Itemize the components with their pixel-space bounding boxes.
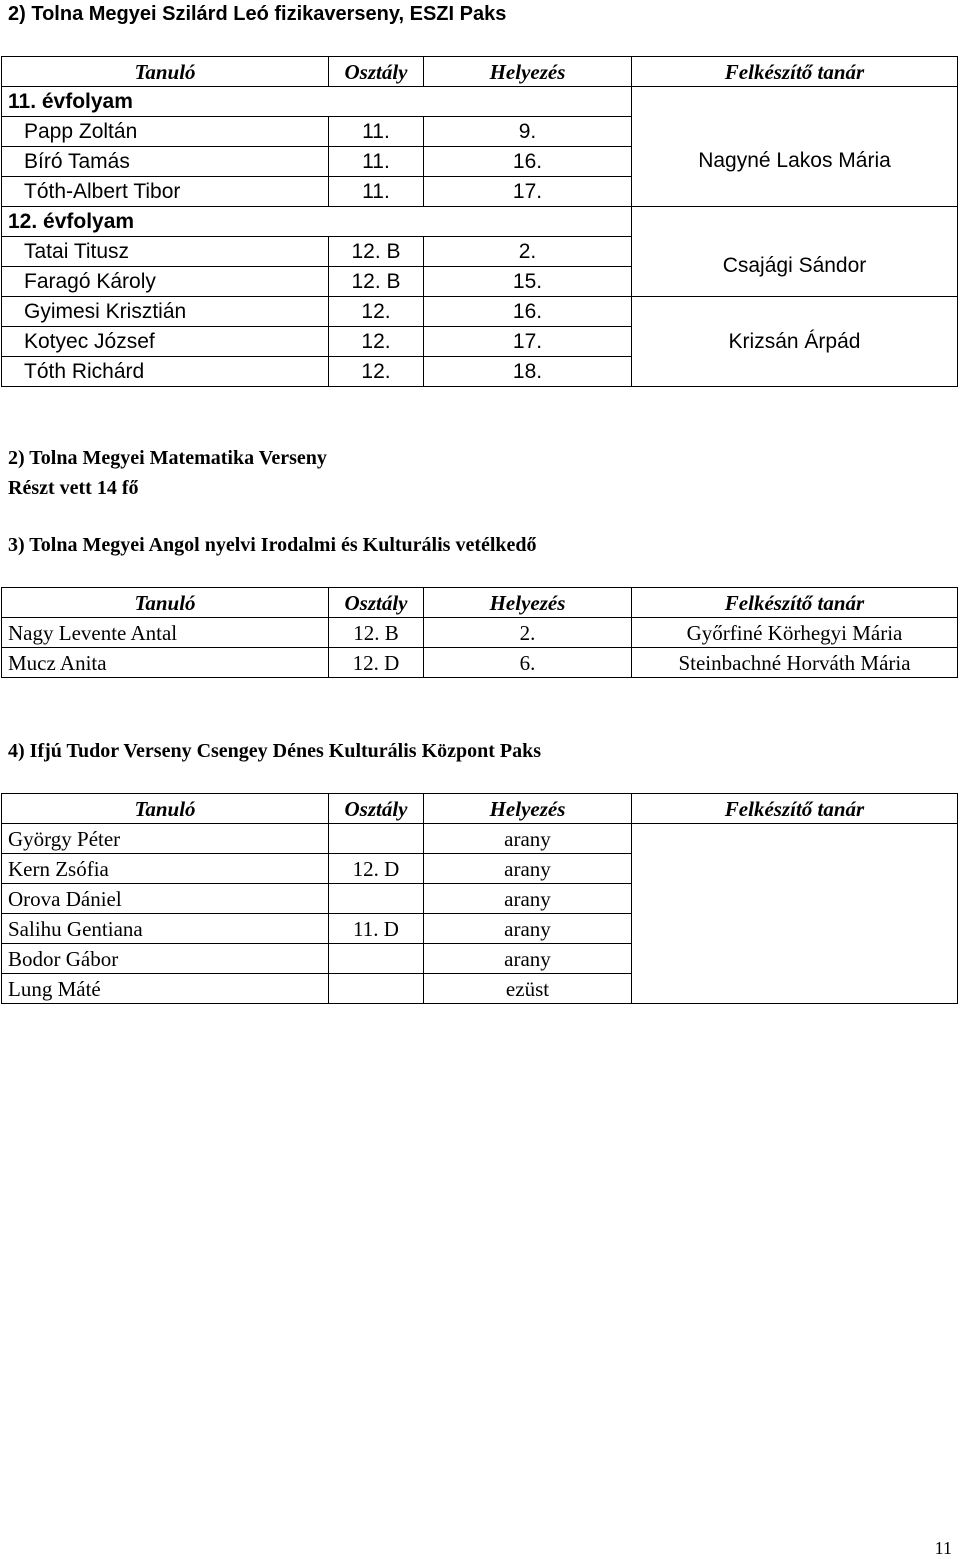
table-row [2,237,958,267]
student-name: Gyimesi Krisztián [2,297,329,327]
student-name: Lung Máté [2,974,329,1004]
section-heading-math: 2) Tolna Megyei Matematika Verseny [8,447,327,469]
student-place: ezüst [424,974,632,1004]
teacher-cell-empty [632,87,958,117]
column-header-student: Tanuló [2,57,329,87]
table-row [2,854,958,884]
student-class: 12. B [329,267,424,297]
teacher-name: Győrfiné Körhegyi Mária [632,618,958,648]
section-heading-english: 3) Tolna Megyei Angol nyelvi Irodalmi és Kulturális vetélkedő [8,534,537,556]
student-class: 11. [329,147,424,177]
column-header-place: Helyezés [424,794,632,824]
column-header-class: Osztály [329,794,424,824]
group-label-11: 11. évfolyam [2,87,632,117]
student-name: Kotyec József [2,327,329,357]
column-header-place: Helyezés [424,57,632,87]
table-header-row [2,794,958,824]
teacher-cell-empty [632,854,958,884]
group-label-12: 12. évfolyam [2,207,632,237]
teacher-cell-empty [632,974,958,1004]
student-place: arany [424,884,632,914]
table-row [2,297,958,327]
column-header-class: Osztály [329,57,424,87]
table-row [2,618,958,648]
student-place: 18. [424,357,632,387]
column-header-teacher: Felkészítő tanár [632,794,958,824]
student-class: 12. B [329,618,424,648]
student-class [329,944,424,974]
physics-results-table [1,56,958,387]
student-name: Mucz Anita [2,648,329,678]
student-name: Orova Dániel [2,884,329,914]
student-place: 2. [424,237,632,267]
group-row-12 [2,207,958,237]
student-class: 11. [329,117,424,147]
section-heading-physics: 2) Tolna Megyei Szilárd Leó fizikaverseny, ESZI Paks [8,3,507,25]
student-class: 11. D [329,914,424,944]
student-name: Tóth Richárd [2,357,329,387]
student-name: Tatai Titusz [2,237,329,267]
student-name: Salihu Gentiana [2,914,329,944]
student-class [329,824,424,854]
group-row-11 [2,87,958,117]
student-class [329,884,424,914]
column-header-teacher: Felkészítő tanár [632,588,958,618]
student-name: Faragó Károly [2,267,329,297]
column-header-class: Osztály [329,588,424,618]
student-class: 12. [329,297,424,327]
teacher-name: Csajági Sándor [632,237,958,297]
teacher-cell-empty [632,884,958,914]
student-place: 16. [424,297,632,327]
table-row [2,117,958,147]
student-name: Tóth-Albert Tibor [2,177,329,207]
student-class: 12. D [329,854,424,884]
teacher-cell-empty [632,914,958,944]
student-name: Bodor Gábor [2,944,329,974]
student-name: Kern Zsófia [2,854,329,884]
student-name: Bíró Tamás [2,147,329,177]
teacher-name: Nagyné Lakos Mária [632,117,958,207]
student-class: 11. [329,177,424,207]
student-place: 17. [424,327,632,357]
section-heading-tudor: 4) Ifjú Tudor Verseny Csengey Dénes Kulturális Központ Paks [8,740,542,762]
tudor-results-table [1,793,958,1004]
table-row [2,648,958,678]
table-row [2,824,958,854]
column-header-place: Helyezés [424,588,632,618]
student-place: 2. [424,618,632,648]
student-class: 12. [329,327,424,357]
student-place: arany [424,914,632,944]
column-header-student: Tanuló [2,794,329,824]
student-class: 12. [329,357,424,387]
student-place: 15. [424,267,632,297]
student-name: György Péter [2,824,329,854]
student-class: 12. B [329,237,424,267]
english-results-table [1,587,958,678]
student-place: 17. [424,177,632,207]
participants-note: Részt vett 14 fő [8,477,139,499]
teacher-cell-empty [632,824,958,854]
student-place: 9. [424,117,632,147]
column-header-student: Tanuló [2,588,329,618]
table-row [2,974,958,1004]
student-place: arany [424,824,632,854]
table-header-row [2,57,958,87]
page-number: 11 [934,1538,952,1558]
column-header-teacher: Felkészítő tanár [632,57,958,87]
teacher-name: Steinbachné Horváth Mária [632,648,958,678]
student-place: arany [424,854,632,884]
student-class: 12. D [329,648,424,678]
teacher-cell-empty [632,944,958,974]
table-row [2,944,958,974]
teacher-cell-empty [632,207,958,237]
table-row [2,884,958,914]
table-row [2,914,958,944]
student-name: Nagy Levente Antal [2,618,329,648]
table-header-row [2,588,958,618]
student-class [329,974,424,1004]
student-place: 16. [424,147,632,177]
student-place: 6. [424,648,632,678]
student-name: Papp Zoltán [2,117,329,147]
student-place: arany [424,944,632,974]
teacher-name: Krizsán Árpád [632,297,958,387]
